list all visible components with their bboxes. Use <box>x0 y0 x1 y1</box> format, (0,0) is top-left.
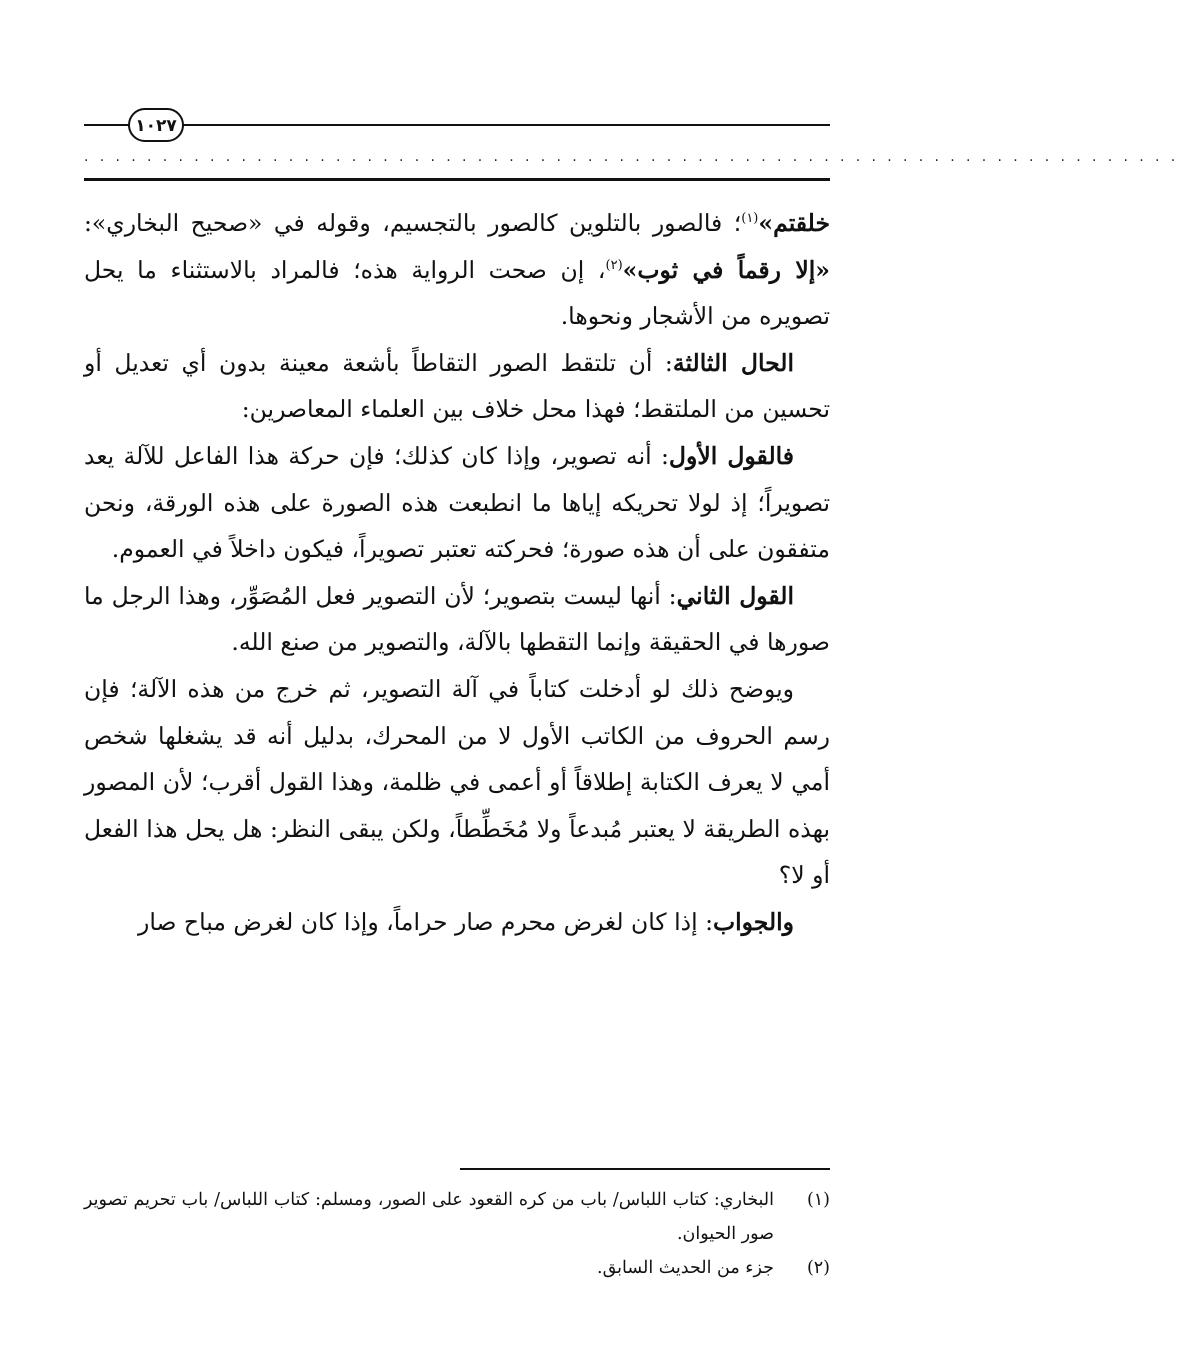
footnote-separator <box>460 1168 830 1170</box>
main-text <box>84 200 830 946</box>
paragraph-text: : أن تلتقط الصور التقاطاً بأشعة معينة بدون أي تعديل أو تحسين من الملتقط؛ فهذا محل خلاف بين العلماء المعاصرين: <box>84 348 830 424</box>
paragraph-text: ؛ فالصور بالتلوين كالصور بالتجسيم، وقوله في «صحيح البخاري»: <box>84 209 742 237</box>
paragraph-1 <box>84 200 830 340</box>
paragraph-text: : أنها ليست بتصوير؛ لأن التصوير فعل المُصَوِّر، وهذا الرجل ما صورها في الحقيقة وإنما التقطها بالآلة، والتصوير من صنع الله. <box>84 581 830 657</box>
paragraph-2 <box>84 340 830 433</box>
dotted-separator: ...................................................................... <box>84 149 1187 165</box>
paragraph-heading: القول الثاني <box>676 581 794 610</box>
footnote-ref-2[interactable]: (٢) <box>605 257 623 273</box>
footnote-text: جزء من الحديث السابق. <box>597 1258 774 1278</box>
header-rule-left <box>84 124 130 126</box>
paragraph-heading: فالقول الأول <box>668 441 794 470</box>
paragraph-5 <box>84 666 830 899</box>
paragraph-heading: الحال الثالثة <box>672 348 794 377</box>
paragraph-heading: والجواب <box>713 907 794 936</box>
footnote-number: (٢) <box>806 1258 830 1278</box>
paragraph-text: : أنه تصوير، وإذا كان كذلك؛ فإن حركة هذا الفاعل للآلة يعد تصويراً؛ إذ لولا تحريكه إياها ما انطبعت هذه الصورة على هذه الورقة، ونحن متفقون على أن هذه صورة؛ فحركته تعتبر تصويراً، فيكون داخلاً في العموم. <box>84 441 830 564</box>
footnote-ref-1[interactable]: (١) <box>741 211 759 227</box>
paragraph-text: ، إن صحت الرواية هذه؛ فالمراد بالاستثناء ما يحل تصويره من الأشجار ونحوها. <box>84 255 830 331</box>
header-bottom-rule <box>84 178 830 181</box>
footnote-number: (١) <box>806 1190 830 1210</box>
bold-quote: «إلا رقماً في ثوب» <box>622 255 830 284</box>
header-rule-right <box>182 124 830 126</box>
paragraph-4 <box>84 573 830 666</box>
footnote-text: البخاري: كتاب اللباس/ باب من كره القعود على الصور، ومسلم: كتاب اللباس/ باب تحريم تصوير صور الحيوان. <box>84 1190 774 1244</box>
paragraph-text: : إذا كان لغرض محرم صار حراماً، وإذا كان لغرض مباح صار <box>137 907 713 936</box>
paragraph-3 <box>84 433 830 573</box>
bold-phrase: خلقتم» <box>758 209 830 237</box>
paragraph-6 <box>84 899 830 946</box>
footnotes <box>84 1183 830 1285</box>
footnote-2 <box>84 1251 830 1285</box>
footnote-1 <box>84 1183 830 1251</box>
paragraph-text: ويوضح ذلك لو أدخلت كتاباً في آلة التصوير، ثم خرج من هذه الآلة؛ فإن رسم الحروف من الكاتب الأول لا من المحرك، بدليل أنه قد يشغلها شخص أمي لا يعرف الكتابة إطلاقاً أو أعمى في ظلمة، وهذا القول أقرب؛ لأن المصور بهذه الطريقة لا يعتبر مُبدعاً ولا مُخَطِّطاً، ولكن يبقى النظر: هل يحل هذا الفعل أو لا؟ <box>84 674 830 890</box>
page-header <box>0 0 1187 190</box>
page-number-badge: ١٠٢٧ <box>128 108 184 142</box>
